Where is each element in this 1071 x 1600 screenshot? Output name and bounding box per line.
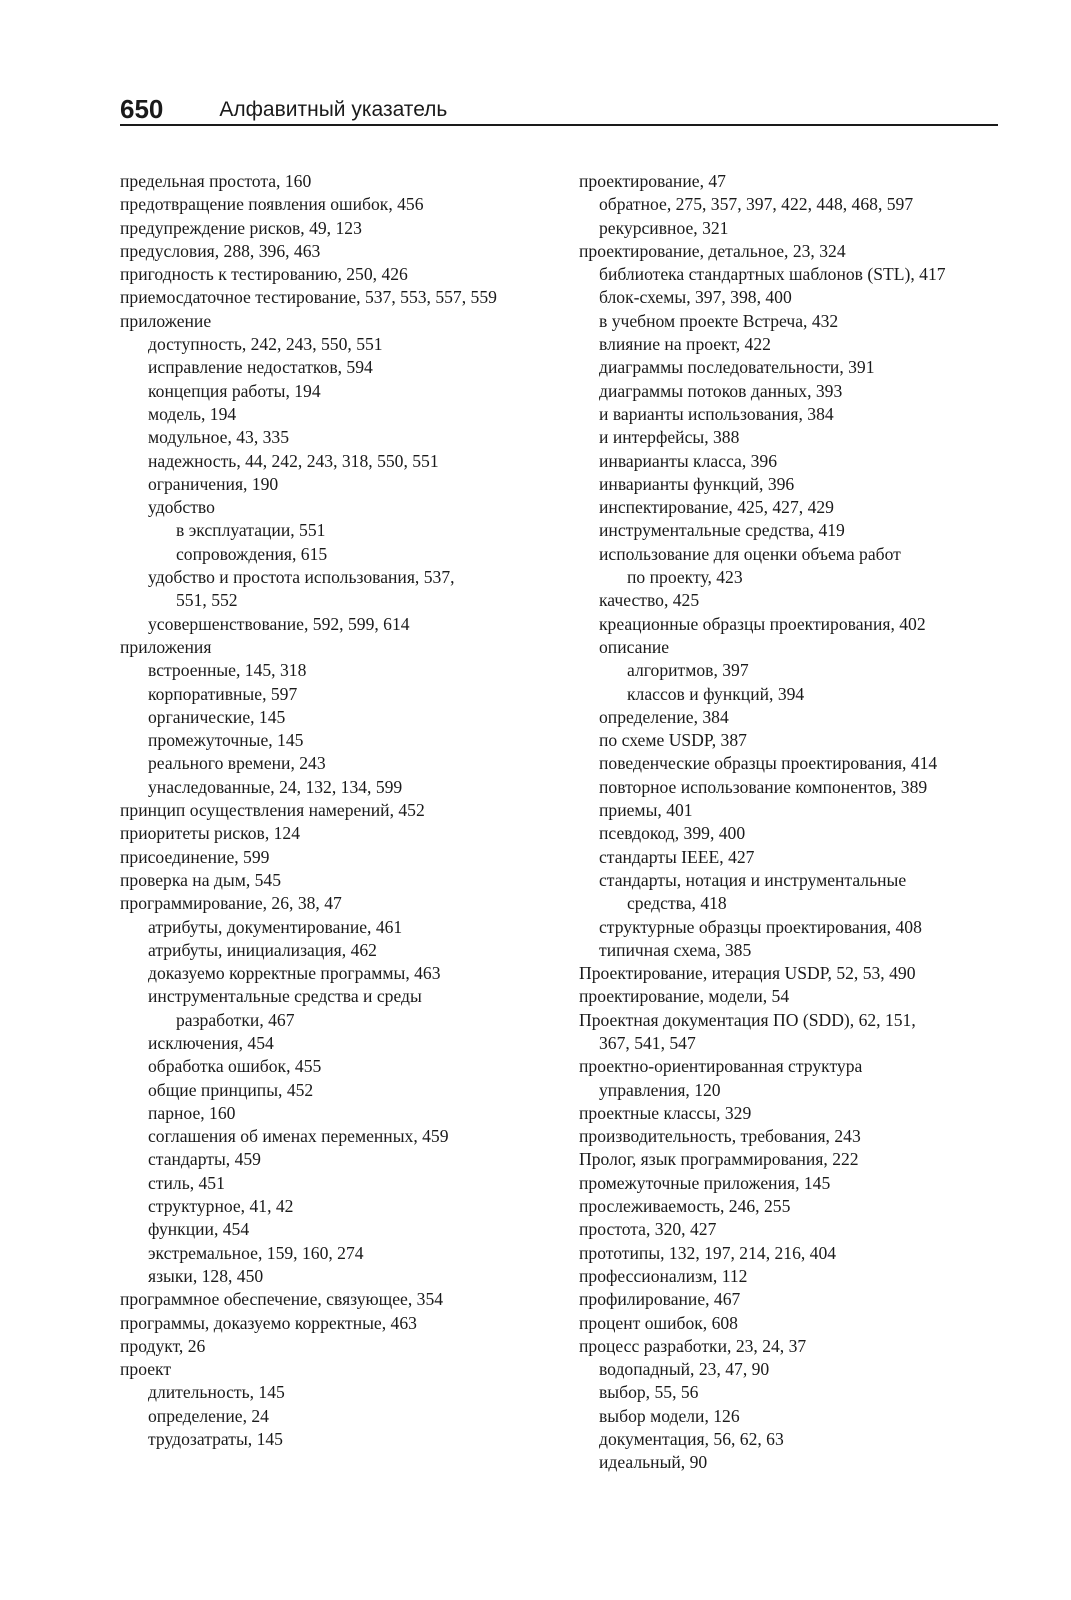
index-entry: инварианты класса, 396 xyxy=(599,450,778,471)
index-entry: проект xyxy=(120,1359,172,1380)
index-entry: продукт, 26 xyxy=(120,1335,206,1356)
index-entry: инструментальные средства и среды xyxy=(148,986,422,1007)
index-entry: поведенческие образцы проектирования, 414 xyxy=(599,753,938,774)
index-entry: сопровождения, 615 xyxy=(176,543,328,564)
index-entry: идеальный, 90 xyxy=(599,1452,708,1473)
index-entry: использование для оценки объема работ xyxy=(599,543,901,564)
index-entry-continuation: по проекту, 423 xyxy=(627,567,743,588)
index-entry: надежность, 44, 242, 243, 318, 550, 551 xyxy=(148,450,439,471)
index-entry: унаследованные, 24, 132, 134, 599 xyxy=(148,776,403,797)
index-entry: определение, 24 xyxy=(148,1405,269,1426)
index-entry: инструментальные средства, 419 xyxy=(599,520,845,541)
index-entry: программное обеспечение, связующее, 354 xyxy=(120,1289,444,1310)
index-entry: рекурсивное, 321 xyxy=(599,217,729,238)
index-entry: и варианты использования, 384 xyxy=(599,403,834,424)
index-entry: типичная схема, 385 xyxy=(599,939,752,960)
index-entry: пригодность к тестированию, 250, 426 xyxy=(120,264,408,285)
index-column-right xyxy=(567,170,1007,1475)
index-entry: водопадный, 23, 47, 90 xyxy=(599,1359,770,1380)
index-entry: структурное, 41, 42 xyxy=(148,1196,294,1217)
index-entry: стандарты, нотация и инструментальные xyxy=(599,869,907,890)
index-entry: предельная простота, 160 xyxy=(120,171,312,191)
index-entry: реального времени, 243 xyxy=(148,753,326,774)
index-entry: усовершенствование, 592, 599, 614 xyxy=(148,613,410,634)
index-entry: процент ошибок, 608 xyxy=(579,1312,738,1333)
index-entry: проверка на дым, 545 xyxy=(120,869,282,890)
index-entry: приемосдаточное тестирование, 537, 553, 557, 559 xyxy=(120,287,497,308)
index-entry: ограничения, 190 xyxy=(148,473,279,494)
index-entry: трудозатраты, 145 xyxy=(148,1429,283,1450)
index-entry: классов и функций, 394 xyxy=(627,683,805,704)
index-entry: соглашения об именах переменных, 459 xyxy=(148,1126,449,1147)
index-entry: и интерфейсы, 388 xyxy=(599,427,740,448)
index-entry: Проектирование, итерация USDP, 52, 53, 490 xyxy=(579,963,916,984)
index-entry: документация, 56, 62, 63 xyxy=(599,1429,784,1450)
index-entry: определение, 384 xyxy=(599,706,729,727)
index-entry: Пролог, язык программирования, 222 xyxy=(579,1149,859,1170)
index-entry: обработка ошибок, 455 xyxy=(148,1056,322,1077)
index-entry: модель, 194 xyxy=(148,403,237,424)
index-entry: блок-схемы, 397, 398, 400 xyxy=(599,287,792,308)
index-entry: стиль, 451 xyxy=(148,1172,225,1193)
index-entry: в учебном проекте Встреча, 432 xyxy=(599,310,839,331)
index-entry: концепция работы, 194 xyxy=(148,380,321,401)
index-entry: качество, 425 xyxy=(599,590,700,611)
index-entry: промежуточные приложения, 145 xyxy=(579,1172,831,1193)
index-entry: по схеме USDP, 387 xyxy=(599,730,747,751)
index-entry: атрибуты, документирование, 461 xyxy=(148,916,403,937)
index-entry: проектно-ориентированная структура xyxy=(579,1056,863,1077)
index-entry: описание xyxy=(599,636,670,657)
index-entry: экстремальное, 159, 160, 274 xyxy=(148,1242,364,1263)
index-entry: диаграммы потоков данных, 393 xyxy=(599,380,843,401)
index-entry: обратное, 275, 357, 397, 422, 448, 468, 597 xyxy=(599,194,914,215)
index-entry: приложение xyxy=(120,310,212,331)
index-entry: доказуемо корректные программы, 463 xyxy=(148,963,441,984)
index-entry: промежуточные, 145 xyxy=(148,730,304,751)
index-entry: выбор, 55, 56 xyxy=(599,1382,699,1403)
index-entry: креационные образцы проектирования, 402 xyxy=(599,613,926,634)
index-entry: общие принципы, 452 xyxy=(148,1079,314,1100)
index-entry: доступность, 242, 243, 550, 551 xyxy=(148,334,383,355)
index-entry: длительность, 145 xyxy=(148,1382,285,1403)
index-entry: инварианты функций, 396 xyxy=(599,473,795,494)
index-entry: повторное использование компонентов, 389 xyxy=(599,776,928,797)
index-entry: предотвращение появления ошибок, 456 xyxy=(120,194,424,215)
index-entry: атрибуты, инициализация, 462 xyxy=(148,939,377,960)
index-entry: инспектирование, 425, 427, 429 xyxy=(599,497,834,518)
running-title: Алфавитный указатель xyxy=(219,98,448,121)
index-entry: проектирование, детальное, 23, 324 xyxy=(579,240,846,261)
index-entry: проектирование, 47 xyxy=(579,171,726,191)
index-entry-continuation: средства, 418 xyxy=(627,893,727,914)
index-entry: алгоритмов, 397 xyxy=(627,660,749,681)
index-entry: исправление недостатков, 594 xyxy=(148,357,373,378)
index-entry: языки, 128, 450 xyxy=(148,1265,264,1286)
index-entry: псевдокод, 399, 400 xyxy=(599,823,746,844)
index-entry: принцип осуществления намерений, 452 xyxy=(120,800,425,821)
index-entry: присоединение, 599 xyxy=(120,846,270,867)
index-entry: корпоративные, 597 xyxy=(148,683,298,704)
index-entry: прототипы, 132, 197, 214, 216, 404 xyxy=(579,1242,837,1263)
index-entry: структурные образцы проектирования, 408 xyxy=(599,916,922,937)
index-entry-continuation: разработки, 467 xyxy=(176,1009,295,1030)
index-entry: стандарты IEEE, 427 xyxy=(599,846,755,867)
index-entry: выбор модели, 126 xyxy=(599,1405,740,1426)
index-entry: органические, 145 xyxy=(148,706,286,727)
index-entry-continuation: 367, 541, 547 xyxy=(599,1032,696,1053)
index-entry: парное, 160 xyxy=(148,1102,236,1123)
index-entry: встроенные, 145, 318 xyxy=(148,660,307,681)
index-entry: удобство xyxy=(148,497,215,518)
index-entry: приложения xyxy=(120,636,212,657)
index-column-left xyxy=(120,170,540,1451)
index-entry: приоритеты рисков, 124 xyxy=(120,823,301,844)
index-entry-continuation: управления, 120 xyxy=(599,1079,721,1100)
index-entry: диаграммы последовательности, 391 xyxy=(599,357,875,378)
index-entry: Проектная документация ПО (SDD), 62, 151, xyxy=(579,1009,916,1030)
index-entry: функции, 454 xyxy=(148,1219,250,1240)
index-entry: программы, доказуемо корректные, 463 xyxy=(120,1312,417,1333)
index-entry: модульное, 43, 335 xyxy=(148,427,290,448)
page-header xyxy=(120,88,998,126)
index-entry: производительность, требования, 243 xyxy=(579,1126,861,1147)
index-entry: программирование, 26, 38, 47 xyxy=(120,893,342,914)
page-number: 650 xyxy=(120,94,164,124)
index-entry: проектные классы, 329 xyxy=(579,1102,752,1123)
index-entry: в эксплуатации, 551 xyxy=(176,520,326,541)
index-entry: профилирование, 467 xyxy=(579,1289,741,1310)
index-entry: исключения, 454 xyxy=(148,1032,274,1053)
index-entry: библиотека стандартных шаблонов (STL), 417 xyxy=(599,264,946,285)
index-entry-continuation: 551, 552 xyxy=(176,590,238,611)
index-entry: процесс разработки, 23, 24, 37 xyxy=(579,1335,807,1356)
index-entry: профессионализм, 112 xyxy=(579,1265,748,1286)
index-entry: влияние на проект, 422 xyxy=(599,334,771,355)
index-entry: простота, 320, 427 xyxy=(579,1219,717,1240)
index-entry: проектирование, модели, 54 xyxy=(579,986,790,1007)
index-entry: прослеживаемость, 246, 255 xyxy=(579,1196,791,1217)
index-entry: предусловия, 288, 396, 463 xyxy=(120,240,321,261)
index-entry: приемы, 401 xyxy=(599,800,693,821)
index-entry: стандарты, 459 xyxy=(148,1149,261,1170)
index-entry: предупреждение рисков, 49, 123 xyxy=(120,217,362,238)
index-entry: удобство и простота использования, 537, xyxy=(148,567,455,588)
